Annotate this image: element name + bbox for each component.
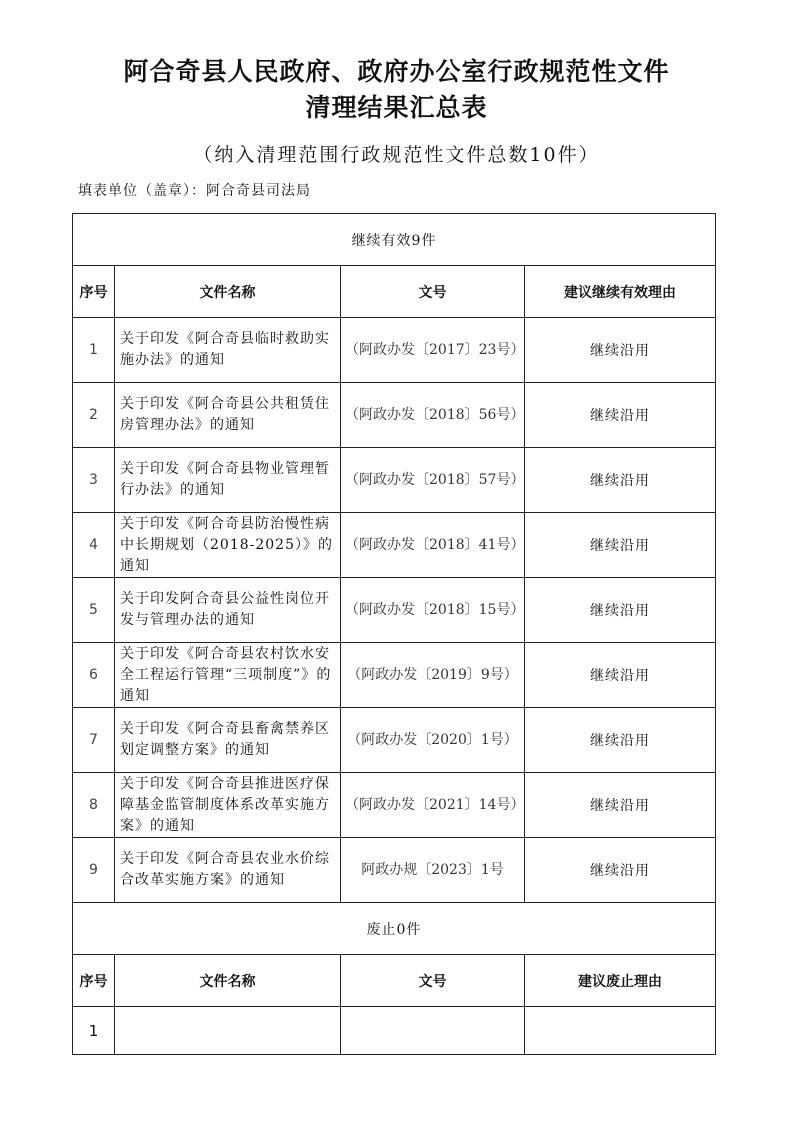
- row-reason: 继续沿用: [525, 708, 716, 773]
- row-number: 3: [73, 448, 115, 513]
- row-doc-number: [341, 1007, 525, 1055]
- table-row: [73, 318, 716, 383]
- row-file-name: 关于印发《阿合奇县公共租赁住房管理办法》的通知: [115, 383, 341, 448]
- row-number: 6: [73, 643, 115, 708]
- row-reason: 继续沿用: [525, 318, 716, 383]
- row-reason: 继续沿用: [525, 448, 716, 513]
- row-reason: 继续沿用: [525, 578, 716, 643]
- row-file-name: 关于印发《阿合奇县农村饮水安全工程运行管理“三项制度”》的通知: [115, 643, 341, 708]
- row-number: 8: [73, 773, 115, 838]
- row-doc-number: （阿政办发〔2018〕41号）: [341, 513, 525, 578]
- header-reason: 建议继续有效理由: [525, 266, 716, 318]
- row-reason: 继续沿用: [525, 838, 716, 903]
- row-reason: 继续沿用: [525, 513, 716, 578]
- section-valid-title: 继续有效9件: [73, 214, 716, 266]
- row-file-name: 关于印发《阿合奇县畜禽禁养区划定调整方案》的通知: [115, 708, 341, 773]
- row-doc-number: （阿政办发〔2018〕56号）: [341, 383, 525, 448]
- row-doc-number: （阿政办发〔2019〕9号）: [341, 643, 525, 708]
- row-doc-number: （阿政办发〔2017〕23号）: [341, 318, 525, 383]
- header-file-name: 文件名称: [115, 955, 341, 1007]
- row-file-name: [115, 1007, 341, 1055]
- summary-table: [72, 213, 716, 1055]
- row-number: 1: [73, 1007, 115, 1055]
- row-file-name: 关于印发阿合奇县公益性岗位开发与管理办法的通知: [115, 578, 341, 643]
- table-row: [73, 708, 716, 773]
- table-row: [73, 1007, 716, 1055]
- row-reason: 继续沿用: [525, 643, 716, 708]
- header-doc-number: 文号: [341, 266, 525, 318]
- row-reason: 继续沿用: [525, 773, 716, 838]
- document-subtitle: （纳入清理范围行政规范性文件总数10件）: [193, 144, 600, 166]
- document-title-line1: 阿合奇县人民政府、政府办公室行政规范性文件: [123, 57, 670, 86]
- row-number: 5: [73, 578, 115, 643]
- header-doc-number: 文号: [341, 955, 525, 1007]
- section-abolished-title: 废止0件: [73, 903, 716, 955]
- row-doc-number: （阿政办发〔2018〕57号）: [341, 448, 525, 513]
- row-number: 7: [73, 708, 115, 773]
- table-row: [73, 578, 716, 643]
- row-doc-number: （阿政办发〔2018〕15号）: [341, 578, 525, 643]
- fill-unit: 填表单位（盖章）：阿合奇县司法局: [78, 183, 311, 199]
- row-doc-number: 阿政办规〔2023〕1号: [341, 838, 525, 903]
- row-file-name: 关于印发《阿合奇县推进医疗保障基金监管制度体系改革实施方案》的通知: [115, 773, 341, 838]
- row-file-name: 关于印发《阿合奇县临时救助实施办法》的通知: [115, 318, 341, 383]
- summary-table-body: [73, 214, 716, 1055]
- row-reason: 继续沿用: [525, 383, 716, 448]
- table-row: [73, 773, 716, 838]
- header-no: 序号: [73, 955, 115, 1007]
- header-file-name: 文件名称: [115, 266, 341, 318]
- row-file-name: 关于印发《阿合奇县农业水价综合改革实施方案》的通知: [115, 838, 341, 903]
- row-file-name: 关于印发《阿合奇县物业管理暂行办法》的通知: [115, 448, 341, 513]
- document-title-line2: 清理结果汇总表: [305, 93, 488, 122]
- table-row: [73, 513, 716, 578]
- table-row: [73, 448, 716, 513]
- section-valid-row: [73, 214, 716, 266]
- section-abolished-row: [73, 903, 716, 955]
- row-number: 1: [73, 318, 115, 383]
- header-no: 序号: [73, 266, 115, 318]
- row-doc-number: （阿政办发〔2020〕1号）: [341, 708, 525, 773]
- row-number: 4: [73, 513, 115, 578]
- row-reason: [525, 1007, 716, 1055]
- header-row-abolished: [73, 955, 716, 1007]
- row-number: 9: [73, 838, 115, 903]
- table-row: [73, 383, 716, 448]
- row-number: 2: [73, 383, 115, 448]
- table-row: [73, 643, 716, 708]
- row-doc-number: （阿政办发〔2021〕14号）: [341, 773, 525, 838]
- table-row: [73, 838, 716, 903]
- header-reason: 建议废止理由: [525, 955, 716, 1007]
- header-row-valid: [73, 266, 716, 318]
- row-file-name: 关于印发《阿合奇县防治慢性病中长期规划（2018-2025）》的通知: [115, 513, 341, 578]
